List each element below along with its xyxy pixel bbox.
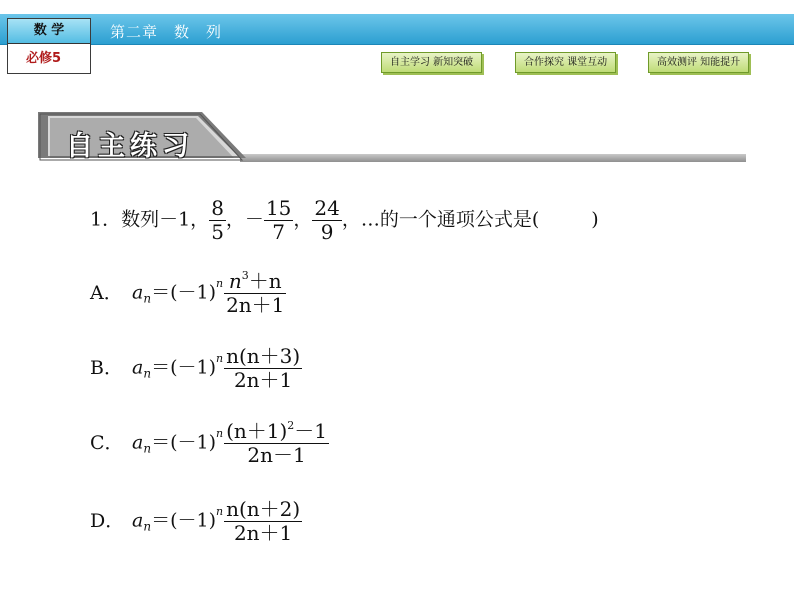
stem-separator-2: ， [293, 208, 313, 231]
option-b-fraction [224, 345, 302, 392]
question-stem [90, 197, 599, 244]
option-d-numerator: n(n＋2) [226, 497, 301, 521]
sign-factor: ＝(－1) [151, 281, 216, 304]
an-symbol: a [132, 431, 144, 454]
book-label: 必修5 [26, 51, 62, 66]
an-symbol: a [132, 281, 144, 304]
sign-exponent: n [215, 504, 224, 518]
option-d-fraction [224, 498, 302, 545]
fraction-1-denominator: 5 [211, 220, 224, 244]
an-symbol: a [132, 356, 144, 379]
an-subscript: n [143, 441, 152, 456]
nav-button-assessment[interactable]: 高效测评 知能提升 [648, 52, 749, 73]
an-subscript: n [143, 291, 152, 306]
question-number: 1． [90, 208, 122, 231]
option-a-fraction [224, 270, 286, 317]
option-b-numerator: n(n＋3) [226, 344, 301, 368]
option-b-denominator: 2n＋1 [224, 368, 302, 392]
option-a[interactable] [90, 270, 286, 317]
sign-exponent: n [215, 426, 224, 440]
an-subscript: n [143, 519, 152, 534]
option-a-num-base: n [228, 269, 242, 293]
fraction-3-denominator: 9 [312, 220, 341, 244]
subject-label: 数 学 [8, 19, 90, 44]
fraction-1-numerator: 8 [211, 196, 224, 220]
answer-bracket-close: ) [591, 208, 599, 231]
fraction-3 [312, 197, 341, 244]
option-c-num-base: (n＋1) [226, 419, 288, 443]
option-c-fraction [224, 420, 329, 467]
option-a-num-power: 3 [241, 269, 249, 282]
stem-suffix: ，…的一个通项公式是( [341, 208, 540, 231]
an-symbol: a [132, 509, 144, 532]
option-c-numerator [224, 420, 329, 443]
option-a-numerator [224, 270, 286, 293]
option-b[interactable] [90, 345, 302, 392]
option-d-label: D． [90, 509, 125, 532]
fraction-3-numerator: 24 [314, 196, 340, 220]
stem-prefix: 数列－1， [121, 208, 210, 231]
fraction-2-numerator: 15 [265, 196, 292, 220]
fraction-1 [209, 197, 226, 244]
sign-factor: ＝(－1) [151, 509, 216, 532]
option-b-label: B． [90, 356, 123, 379]
option-a-denominator: 2n＋1 [226, 293, 285, 317]
stem-separator-1: ，－ [225, 208, 264, 231]
sign-factor: ＝(－1) [151, 356, 216, 379]
option-d[interactable] [90, 498, 302, 545]
option-c-label: C． [90, 431, 124, 454]
sign-exponent: n [215, 276, 224, 290]
option-a-num-rest: ＋n [248, 269, 282, 293]
section-divider [240, 154, 746, 162]
nav-button-cooperative[interactable]: 合作探究 课堂互动 [515, 52, 616, 73]
an-subscript: n [143, 366, 152, 381]
option-c-num-rest: －1 [294, 419, 328, 443]
chapter-title: 第二章 数 列 [110, 23, 223, 41]
sign-exponent: n [215, 351, 224, 365]
fraction-2 [264, 197, 293, 244]
sign-factor: ＝(－1) [151, 431, 216, 454]
subject-badge [7, 18, 91, 74]
fraction-2-denominator: 7 [264, 220, 293, 244]
option-c-denominator: 2n－1 [224, 443, 329, 467]
option-a-label: A． [90, 281, 123, 304]
option-d-denominator: 2n＋1 [224, 521, 302, 545]
option-c[interactable] [90, 420, 329, 467]
nav-button-self-study[interactable]: 自主学习 新知突破 [381, 52, 482, 73]
option-c-num-power: 2 [287, 419, 295, 432]
section-title: 自主练习 [66, 131, 194, 162]
